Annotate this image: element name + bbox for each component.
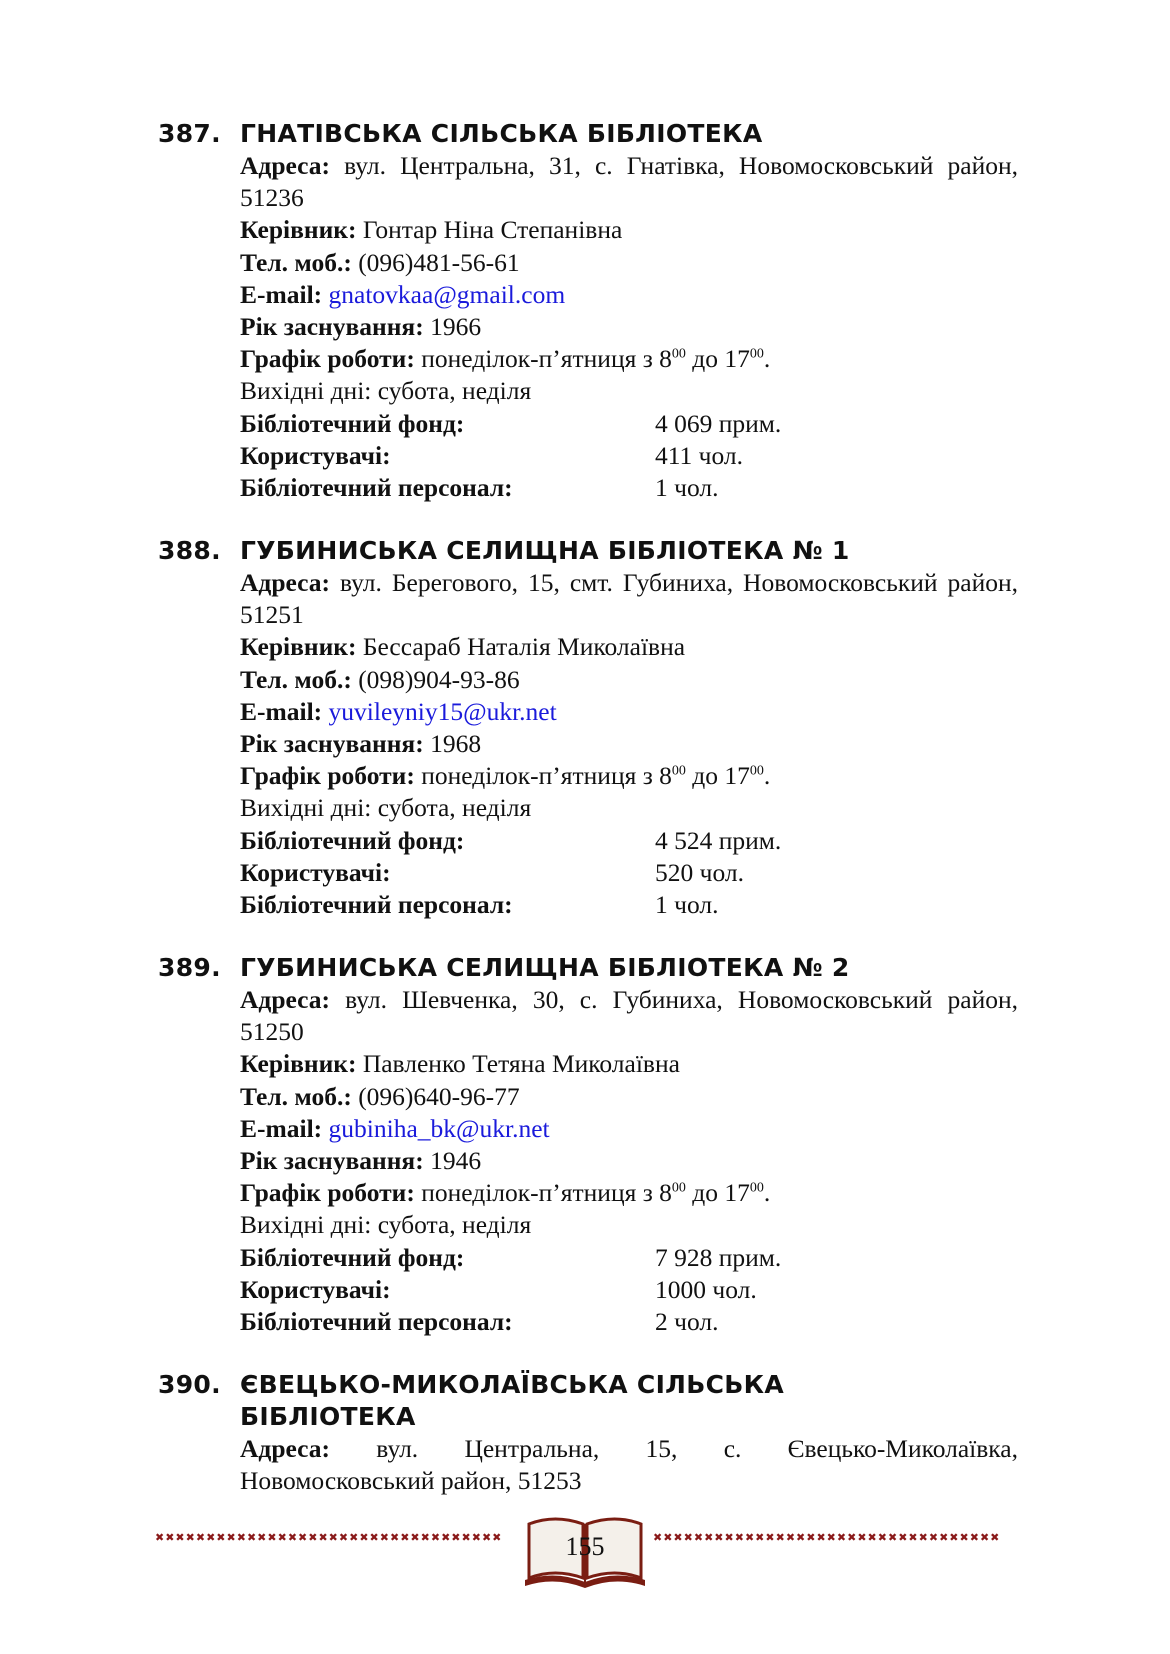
email-label: E-mail: <box>240 696 323 726</box>
staff-row <box>240 1306 1018 1338</box>
schedule-sup-start: 00 <box>671 763 686 779</box>
schedule-line <box>240 1177 1018 1209</box>
phone-label: Тел. моб.: <box>240 247 352 277</box>
address-line <box>240 984 1018 1048</box>
phone-value: (096)640-96-77 <box>358 1081 520 1111</box>
days-off-line: Вихідні дні: субота, неділя <box>240 376 532 406</box>
phone-label: Тел. моб.: <box>240 1081 352 1111</box>
footer-ornament-right: ✖✖✖✖✖✖✖✖✖✖✖✖✖✖✖✖✖✖✖✖✖✖✖✖✖✖✖✖✖✖✖✖✖✖ <box>653 1532 1001 1544</box>
entry-heading <box>158 952 1018 984</box>
users-row <box>240 1274 1018 1306</box>
head-value: Павленко Тетяна Миколаївна <box>362 1049 680 1079</box>
phone-value: (096)481-56-61 <box>358 247 520 277</box>
schedule-mid: до 17 <box>685 344 750 374</box>
founded-label: Рік заснування: <box>240 1146 424 1176</box>
footer-ornament-left: ✖✖✖✖✖✖✖✖✖✖✖✖✖✖✖✖✖✖✖✖✖✖✖✖✖✖✖✖✖✖✖✖✖✖ <box>155 1532 503 1544</box>
entry-title: ГНАТІВСЬКА СІЛЬСЬКА БІБЛІОТЕКА <box>240 119 763 148</box>
library-entry-390 <box>158 1369 1018 1497</box>
head-line <box>240 631 1018 663</box>
fund-value: 7 928 прим. <box>655 1242 782 1272</box>
email-link[interactable]: gnatovkaa@gmail.com <box>328 279 566 309</box>
staff-label: Бібліотечний персонал: <box>240 473 513 503</box>
founded-label: Рік заснування: <box>240 312 424 342</box>
days-off-line: Вихідні дні: субота, неділя <box>240 793 532 823</box>
fund-value: 4 069 прим. <box>655 408 782 438</box>
entry-number: 388. <box>158 536 221 565</box>
users-label: Користувачі: <box>240 857 391 887</box>
head-value: Гонтар Ніна Степанівна <box>362 215 623 245</box>
head-line <box>240 1048 1018 1080</box>
fund-label: Бібліотечний фонд: <box>240 825 465 855</box>
founded-line <box>240 1145 1018 1177</box>
address-value: вул. Центральна, 31, с. Гнатівка, Новомосковський район, 51236 <box>240 151 1018 213</box>
library-entry-388 <box>158 535 1018 921</box>
head-label: Керівник: <box>240 1049 357 1079</box>
library-entry-387 <box>158 118 1018 504</box>
schedule-label: Графік роботи: <box>240 1178 415 1208</box>
fund-row <box>240 408 1018 440</box>
head-line <box>240 214 1018 246</box>
schedule-text: понеділок-п’ятниця з 8 <box>421 761 672 791</box>
entry-title-line-2: БІБЛІОТЕКА <box>240 1402 416 1431</box>
address-line <box>240 567 1018 631</box>
entry-details <box>240 150 1018 504</box>
phone-line <box>240 1081 1018 1113</box>
email-line <box>240 696 1018 728</box>
founded-value: 1946 <box>430 1146 482 1176</box>
address-line <box>240 1433 1018 1465</box>
users-row <box>240 440 1018 472</box>
head-value: Бессараб Наталія Миколаївна <box>362 632 686 662</box>
fund-row <box>240 825 1018 857</box>
entry-details <box>240 1433 1018 1497</box>
page-number: 155 <box>565 1532 605 1561</box>
entry-title <box>240 1369 1018 1433</box>
staff-value: 2 чол. <box>655 1307 719 1337</box>
schedule-mid: до 17 <box>685 761 750 791</box>
staff-row <box>240 472 1018 504</box>
email-label: E-mail: <box>240 1113 323 1143</box>
email-link[interactable]: gubiniha_bk@ukr.net <box>328 1113 550 1143</box>
address-line-2: Новомосковський район, 51253 <box>240 1466 582 1496</box>
fund-value: 4 524 прим. <box>655 825 782 855</box>
schedule-text: понеділок-п’ятниця з 8 <box>421 1178 672 1208</box>
address-label: Адреса: <box>240 985 330 1014</box>
schedule-end: . <box>763 344 771 374</box>
staff-value: 1 чол. <box>655 890 719 920</box>
fund-row <box>240 1242 1018 1274</box>
phone-label: Тел. моб.: <box>240 664 352 694</box>
entry-number: 390. <box>158 1370 221 1399</box>
address-value: вул. Берегового, 15, смт. Губиниха, Новомосковський район, 51251 <box>240 568 1018 630</box>
address-label: Адреса: <box>240 1434 330 1463</box>
users-value: 1000 чол. <box>655 1274 757 1304</box>
email-link[interactable]: yuvileyniy15@ukr.net <box>328 696 557 726</box>
schedule-sup-start: 00 <box>671 1180 686 1196</box>
schedule-line <box>240 760 1018 792</box>
fund-label: Бібліотечний фонд: <box>240 408 465 438</box>
address-value: вул. Шевченка, 30, с. Губиниха, Новомосковський район, 51250 <box>240 985 1018 1047</box>
phone-line <box>240 664 1018 696</box>
founded-label: Рік заснування: <box>240 729 424 759</box>
days-off-line: Вихідні дні: субота, неділя <box>240 1210 532 1240</box>
users-label: Користувачі: <box>240 1274 391 1304</box>
phone-value: (098)904-93-86 <box>358 664 520 694</box>
entry-number: 389. <box>158 953 221 982</box>
schedule-sup-end: 00 <box>749 1180 764 1196</box>
users-label: Користувачі: <box>240 440 391 470</box>
entry-details <box>240 567 1018 921</box>
founded-value: 1966 <box>430 312 482 342</box>
schedule-sup-end: 00 <box>749 346 764 362</box>
phone-line <box>240 247 1018 279</box>
entry-heading <box>158 535 1018 567</box>
address-label: Адреса: <box>240 151 330 180</box>
schedule-label: Графік роботи: <box>240 761 415 791</box>
founded-line <box>240 728 1018 760</box>
address-line <box>240 150 1018 214</box>
schedule-line <box>240 343 1018 375</box>
fund-label: Бібліотечний фонд: <box>240 1242 465 1272</box>
entry-title: ГУБИНИСЬКА СЕЛИЩНА БІБЛІОТЕКА № 1 <box>240 536 850 565</box>
entry-number: 387. <box>158 119 221 148</box>
users-value: 411 чол. <box>655 440 744 470</box>
entry-heading <box>158 1369 1018 1433</box>
schedule-sup-end: 00 <box>749 763 764 779</box>
schedule-end: . <box>763 1178 771 1208</box>
staff-label: Бібліотечний персонал: <box>240 890 513 920</box>
staff-row <box>240 889 1018 921</box>
entry-title: ГУБИНИСЬКА СЕЛИЩНА БІБЛІОТЕКА № 2 <box>240 953 850 982</box>
founded-line <box>240 311 1018 343</box>
head-label: Керівник: <box>240 632 357 662</box>
schedule-mid: до 17 <box>685 1178 750 1208</box>
page-footer <box>155 1510 1015 1590</box>
staff-value: 1 чол. <box>655 473 719 503</box>
staff-label: Бібліотечний персонал: <box>240 1307 513 1337</box>
users-row <box>240 857 1018 889</box>
email-line <box>240 1113 1018 1145</box>
entry-details <box>240 984 1018 1338</box>
address-value: вул. Центральна, 15, с. Євецько-Миколаївка, <box>376 1434 1019 1463</box>
schedule-end: . <box>763 761 771 791</box>
entry-heading <box>158 118 1018 150</box>
address-label: Адреса: <box>240 568 330 597</box>
email-label: E-mail: <box>240 279 323 309</box>
entry-title-line-1: ЄВЕЦЬКО-МИКОЛАЇВСЬКА СІЛЬСЬКА <box>240 1370 784 1399</box>
founded-value: 1968 <box>430 729 482 759</box>
email-line <box>240 279 1018 311</box>
schedule-label: Графік роботи: <box>240 344 415 374</box>
head-label: Керівник: <box>240 215 357 245</box>
schedule-text: понеділок-п’ятниця з 8 <box>421 344 672 374</box>
schedule-sup-start: 00 <box>671 346 686 362</box>
library-entry-389 <box>158 952 1018 1338</box>
users-value: 520 чол. <box>655 857 744 887</box>
